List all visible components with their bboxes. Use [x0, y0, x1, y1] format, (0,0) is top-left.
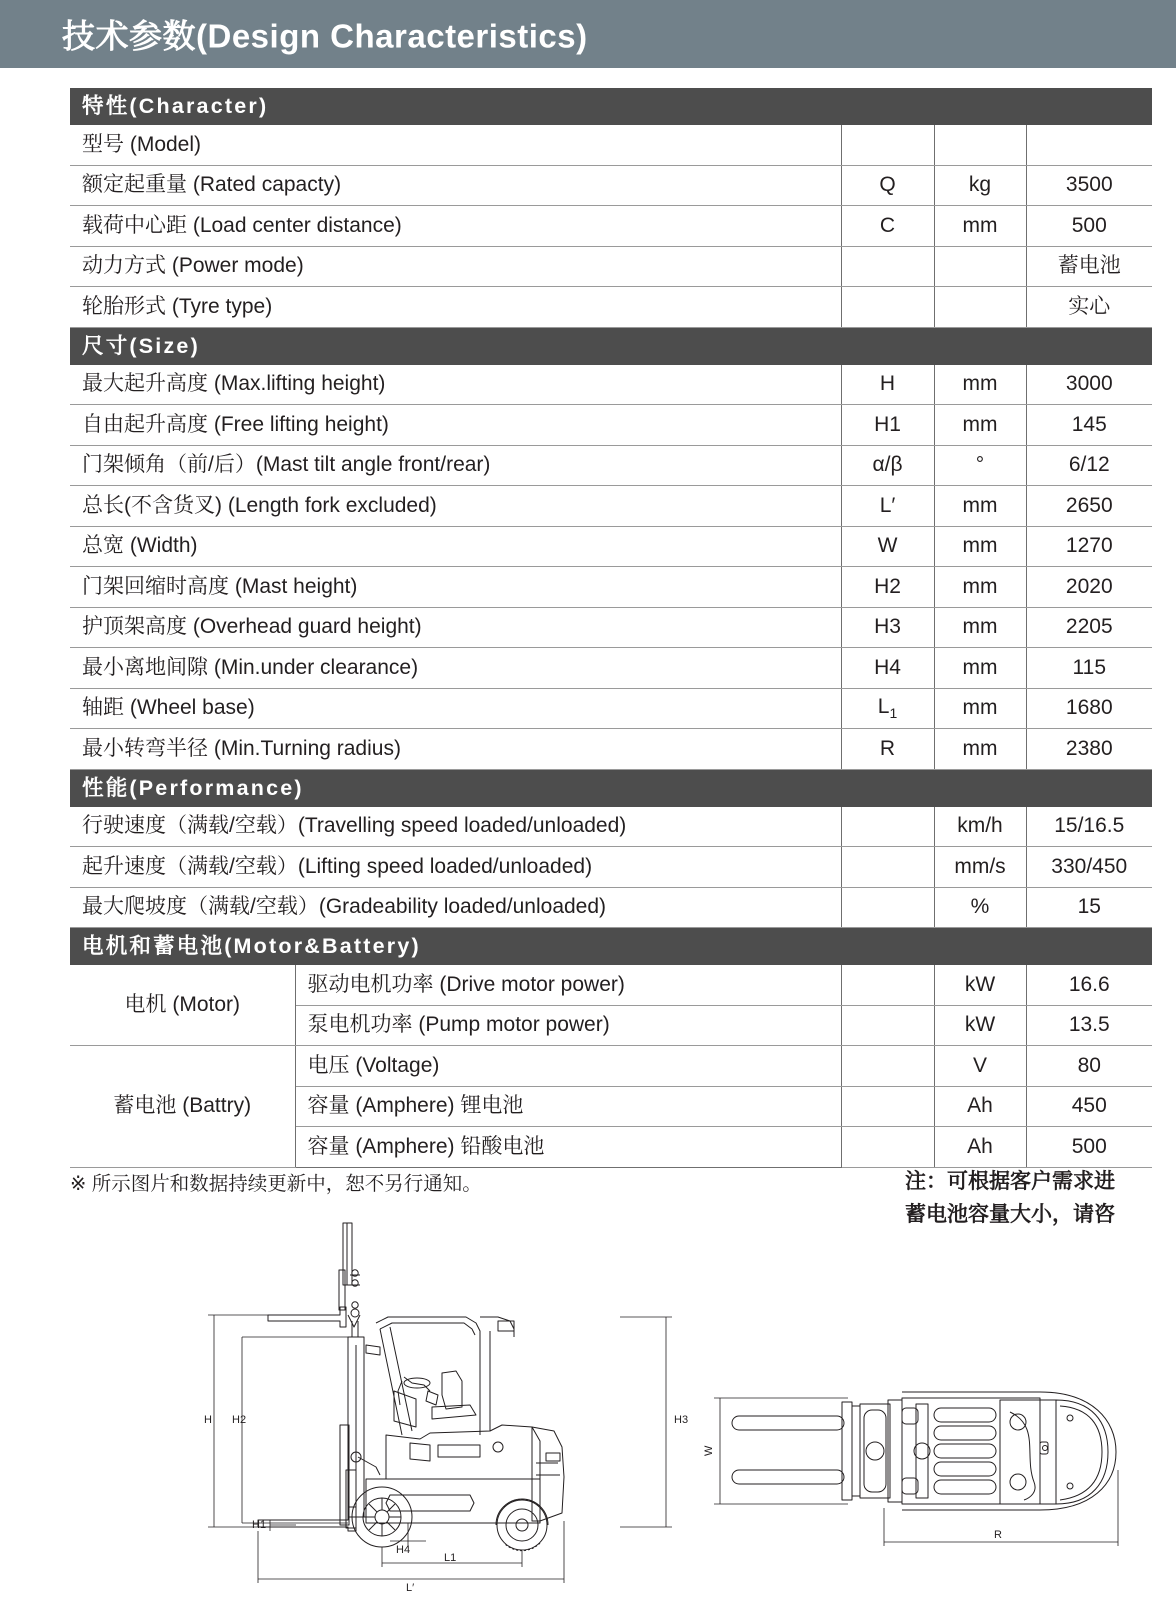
dim-label-H: H [204, 1414, 212, 1426]
table-row [70, 486, 1152, 527]
section-header-performance [70, 769, 1152, 807]
row-symbol [841, 287, 934, 328]
dim-label-Lprime: L′ [406, 1582, 415, 1594]
row-value: 80 [1026, 1046, 1152, 1087]
row-symbol [841, 887, 934, 928]
row-value: 2205 [1026, 607, 1152, 648]
design-characteristics-table [70, 88, 1152, 1168]
row-unit: mm [934, 526, 1026, 567]
row-symbol [841, 1086, 934, 1127]
row-unit: mm [934, 206, 1026, 247]
row-unit: kW [934, 965, 1026, 1005]
group-label-battery: 蓄电池 (Battry) [70, 1046, 295, 1168]
row-value: 500 [1026, 1127, 1152, 1168]
row-symbol: $L_1$ [841, 688, 934, 729]
dim-label-H1: H1 [252, 1519, 267, 1531]
row-value: 330/450 [1026, 847, 1152, 888]
row-unit [934, 287, 1026, 328]
row-label: 型号 (Model) [70, 125, 841, 165]
row-value: 145 [1026, 405, 1152, 446]
row-label: 门架回缩时高度 (Mast height) [70, 567, 841, 608]
row-label: 最大起升高度 (Max.lifting height) [70, 365, 841, 405]
table-body [70, 88, 1152, 1167]
row-value [1026, 125, 1152, 165]
row-label: 门架倾角（前/后）(Mast tilt angle front/rear) [70, 445, 841, 486]
row-value: 3000 [1026, 365, 1152, 405]
row-unit: Ah [934, 1086, 1026, 1127]
dim-label-L1: L1 [444, 1552, 457, 1564]
row-symbol [841, 1046, 934, 1087]
row-value: 6/12 [1026, 445, 1152, 486]
row-label: 容量 (Amphere) 锂电池 [295, 1086, 841, 1127]
section-header-label: 特性(Character) [70, 88, 1152, 125]
row-label: 护顶架高度 (Overhead guard height) [70, 607, 841, 648]
row-value: 蓄电池 [1026, 246, 1152, 287]
row-symbol [841, 1127, 934, 1168]
table-row [70, 246, 1152, 287]
row-symbol: H1 [841, 405, 934, 446]
table-row [70, 729, 1152, 770]
dim-label-H2: H2 [232, 1414, 247, 1426]
row-symbol: C [841, 206, 934, 247]
row-label: 容量 (Amphere) 铅酸电池 [295, 1127, 841, 1168]
footnote-right-line1: 注：可根据客户需求进 [905, 1170, 1115, 1193]
row-label: 最小转弯半径 (Min.Turning radius) [70, 729, 841, 770]
row-symbol: Q [841, 165, 934, 206]
row-unit: mm [934, 567, 1026, 608]
row-value: 实心 [1026, 287, 1152, 328]
row-label: 自由起升高度 (Free lifting height) [70, 405, 841, 446]
footnote-right [905, 1166, 1176, 1231]
row-value: 2020 [1026, 567, 1152, 608]
section-header-character [70, 88, 1152, 125]
table-row [70, 847, 1152, 888]
row-unit: mm [934, 688, 1026, 729]
row-value: 13.5 [1026, 1005, 1152, 1046]
row-label: 载荷中心距 (Load center distance) [70, 206, 841, 247]
row-symbol: H3 [841, 607, 934, 648]
row-symbol: H2 [841, 567, 934, 608]
section-header-label: 电机和蓄电池(Motor&Battery) [70, 928, 1152, 966]
row-label: 总长(不含货叉) (Length fork excluded) [70, 486, 841, 527]
row-label: 总宽 (Width) [70, 526, 841, 567]
row-unit: ° [934, 445, 1026, 486]
section-header-motor-battery [70, 928, 1152, 966]
row-unit [934, 246, 1026, 287]
table-row [70, 1046, 1152, 1087]
row-label: 额定起重量 (Rated capacty) [70, 165, 841, 206]
row-unit: V [934, 1046, 1026, 1087]
row-symbol [841, 1005, 934, 1046]
table-row [70, 405, 1152, 446]
row-symbol [841, 807, 934, 847]
row-unit: mm [934, 365, 1026, 405]
row-label: 泵电机功率 (Pump motor power) [295, 1005, 841, 1046]
table-row [70, 165, 1152, 206]
row-value: 500 [1026, 206, 1152, 247]
row-symbol: L′ [841, 486, 934, 527]
row-symbol: H4 [841, 648, 934, 689]
table-row [70, 807, 1152, 847]
section-header-label: 尺寸(Size) [70, 327, 1152, 365]
row-unit: kg [934, 165, 1026, 206]
table-row [70, 125, 1152, 165]
row-symbol: W [841, 526, 934, 567]
row-symbol [841, 847, 934, 888]
row-label: 最小离地间隙 (Min.under clearance) [70, 648, 841, 689]
row-label: 起升速度（满载/空载）(Lifting speed loaded/unloaded) [70, 847, 841, 888]
row-label: 动力方式 (Power mode) [70, 246, 841, 287]
dim-label-W: W [703, 1445, 715, 1456]
row-symbol [841, 246, 934, 287]
row-value: 2380 [1026, 729, 1152, 770]
table-row [70, 206, 1152, 247]
row-symbol [841, 125, 934, 165]
row-unit: mm/s [934, 847, 1026, 888]
row-unit: % [934, 887, 1026, 928]
row-unit: Ah [934, 1127, 1026, 1168]
row-value: 16.6 [1026, 965, 1152, 1005]
table-row [70, 607, 1152, 648]
row-symbol: α/β [841, 445, 934, 486]
row-value: 1270 [1026, 526, 1152, 567]
table-row [70, 688, 1152, 729]
row-label: 行驶速度（满载/空载）(Travelling speed loaded/unloaded) [70, 807, 841, 847]
row-value: 2650 [1026, 486, 1152, 527]
row-label: 驱动电机功率 (Drive motor power) [295, 965, 841, 1005]
row-unit: km/h [934, 807, 1026, 847]
page-title: 技术参数(Design Characteristics) [62, 17, 588, 55]
row-symbol: H [841, 365, 934, 405]
row-symbol [841, 965, 934, 1005]
row-value: 15/16.5 [1026, 807, 1152, 847]
row-symbol: R [841, 729, 934, 770]
row-unit: mm [934, 648, 1026, 689]
table-row [70, 887, 1152, 928]
forklift-side-view-drawing [180, 1195, 700, 1595]
table-row [70, 365, 1152, 405]
table-row [70, 287, 1152, 328]
row-value: 15 [1026, 887, 1152, 928]
row-unit [934, 125, 1026, 165]
footnote-right-line2: 蓄电池容量大小，请咨 [905, 1202, 1115, 1226]
row-label: 电压 (Voltage) [295, 1046, 841, 1087]
forklift-top-view-drawing [688, 1330, 1168, 1590]
row-value: 3500 [1026, 165, 1152, 206]
table-row [70, 965, 1152, 1005]
row-label: 轴距 (Wheel base) [70, 688, 841, 729]
table-row [70, 648, 1152, 689]
dim-label-H4: H4 [396, 1544, 411, 1556]
row-value: 115 [1026, 648, 1152, 689]
page-title-bar [0, 0, 1176, 68]
section-header-size [70, 327, 1152, 365]
footnote-left: ※ 所示图片和数据持续更新中，恕不另行通知。 [70, 1173, 482, 1195]
row-unit: mm [934, 486, 1026, 527]
row-label: 最大爬坡度（满载/空载）(Gradeability loaded/unloaded) [70, 887, 841, 928]
table-row [70, 526, 1152, 567]
dim-label-R: R [994, 1529, 1002, 1541]
section-header-label: 性能(Performance) [70, 769, 1152, 807]
row-value: 1680 [1026, 688, 1152, 729]
row-unit: kW [934, 1005, 1026, 1046]
row-label: 轮胎形式 (Tyre type) [70, 287, 841, 328]
row-unit: mm [934, 405, 1026, 446]
group-label-motor: 电机 (Motor) [70, 965, 295, 1046]
row-unit: mm [934, 729, 1026, 770]
table-row [70, 445, 1152, 486]
row-unit: mm [934, 607, 1026, 648]
row-value: 450 [1026, 1086, 1152, 1127]
table-row [70, 567, 1152, 608]
dim-label-H3: H3 [674, 1414, 689, 1426]
